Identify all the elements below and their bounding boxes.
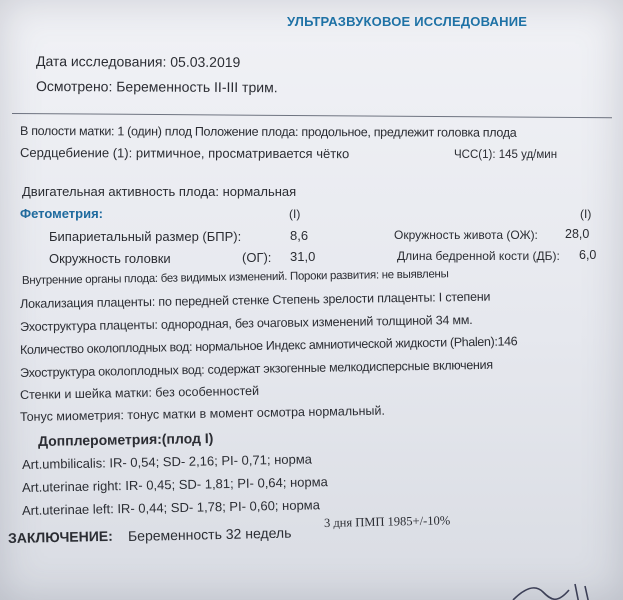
bpr-label: Бипариетальный размер (БПР):	[49, 229, 242, 244]
doppler-umbilicalis: Art.umbilicalis: IR- 0,54; SD- 2,16; PI- 0,71; норма	[21, 451, 313, 472]
fetometry-col-right: (I)	[580, 207, 592, 221]
exam-date: Дата исследования: 05.03.2019	[35, 53, 241, 71]
og-value: 31,0	[290, 249, 316, 264]
doppler-heading: Допплерометрия:(плод I)	[37, 429, 214, 449]
examined-line: Осмотрено: Беременность II-III трим.	[35, 78, 278, 96]
conclusion-label: ЗАКЛЮЧЕНИЕ:	[7, 527, 114, 546]
doppler-uterinae-left: Art.uterinae left: IR- 0,44; SD- 1,78; PI- 0,60; норма	[21, 497, 321, 518]
db-label: Длина бедренной кости (ДБ):	[397, 249, 560, 263]
db-value: 6,0	[579, 248, 597, 262]
placenta-echo-line: Эхоструктура плаценты: однородная, без очаговых изменений толщиной 34 мм.	[19, 312, 473, 334]
doppler-uterinae-right: Art.uterinae right: IR- 0,45; SD- 1,81; PI- 0,64; норма	[21, 474, 328, 495]
oj-value: 28,0	[565, 227, 590, 241]
signature-mark	[505, 578, 615, 600]
fetometry-heading: Фетометрия:	[20, 206, 104, 221]
og-abbr: (ОГ):	[242, 250, 272, 265]
fetometry-col-left: (I)	[289, 207, 301, 221]
report-title: УЛЬТРАЗВУКОВОЕ ИССЛЕДОВАНИЕ	[287, 14, 528, 29]
fluid-echo-line: Эхоструктура околоплодных вод: содержат экзогенные мелкодисперсные включения	[19, 357, 493, 380]
heart-rate: ЧСС(1): 145 уд/мин	[454, 149, 558, 161]
organs-line: Внутренние органы плода: без видимых изменений. Пороки развития: не выявлены	[21, 268, 449, 287]
walls-line: Стенки и шейка матки: без особенностей	[19, 383, 260, 402]
conclusion-extra: 3 дня ПМП 1985+/-10%	[323, 513, 451, 530]
section-divider	[12, 113, 612, 118]
heartbeat-line: Сердцебиение (1): ритмичное, просматривается чётко	[19, 145, 350, 162]
placenta-location-line: Локализация плаценты: по передней стенке Степень зрелости плаценты: I степени	[19, 289, 491, 311]
og-label: Окружность головки	[49, 251, 171, 266]
oj-label: Окружность живота (ОЖ):	[394, 228, 538, 242]
uterus-cavity-line: В полости матки: 1 (один) плод Положение плода: продольное, предлежит головка плода	[19, 124, 517, 140]
myometrium-line: Тонус миометрия: тонус матки в момент осмотра нормальный.	[19, 403, 386, 424]
motor-activity-line: Двигательная активность плода: нормальная	[22, 184, 297, 199]
bpr-value: 8,6	[290, 228, 309, 243]
fluid-amount-line: Количество околоплодных вод: нормальное Индекс амниотической жидкости (Phalen):146	[19, 334, 518, 357]
conclusion-text: Беременность 32 недель	[127, 524, 292, 544]
